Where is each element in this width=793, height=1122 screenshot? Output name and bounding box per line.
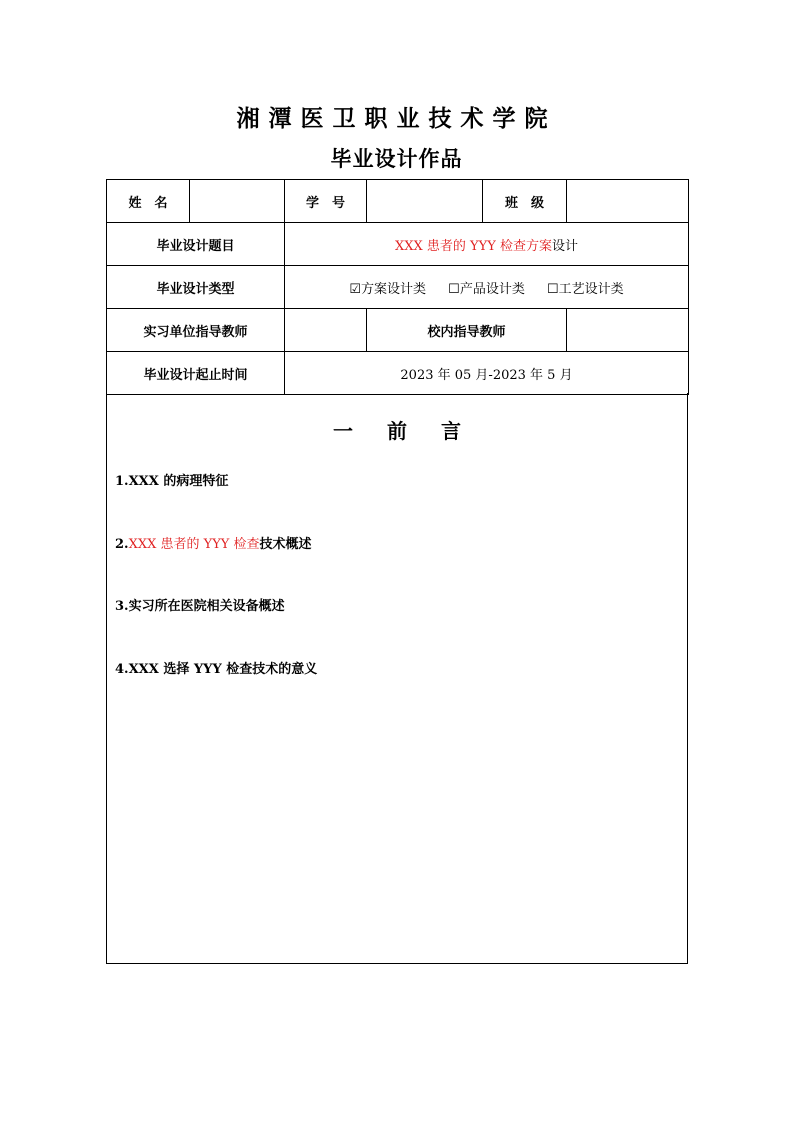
school-advisor-field[interactable] — [567, 309, 689, 352]
period-label: 毕业设计起止时间 — [107, 352, 285, 395]
topic-value-suffix: 设计 — [551, 238, 578, 254]
preface-title: 一 前 言 — [333, 419, 461, 443]
internship-advisor-label: 实习单位指导教师 — [107, 309, 285, 352]
topic-row — [107, 223, 689, 266]
checkbox-icon[interactable]: ☐ — [448, 281, 460, 297]
type-row — [107, 266, 689, 309]
type-option-process[interactable]: ☐工艺设计类 — [546, 281, 624, 297]
period-row — [107, 352, 689, 395]
student-id-field[interactable] — [367, 180, 483, 223]
topic-value-red: XXX 患者的 YYY 检查方案 — [395, 238, 552, 254]
name-field[interactable] — [190, 180, 285, 223]
type-options — [285, 266, 689, 309]
preface-section — [106, 393, 688, 964]
student-id-label: 学 号 — [285, 180, 367, 223]
class-label: 班 级 — [483, 180, 567, 223]
school-advisor-label: 校内指导教师 — [367, 309, 567, 352]
document-title: 毕业设计作品 — [330, 146, 463, 171]
college-title: 湘潭医卫职业技术学院 — [236, 105, 557, 132]
class-field[interactable] — [567, 180, 689, 223]
preface-item-1: 1.XXX 的病理特征 — [115, 474, 229, 489]
type-label: 毕业设计类型 — [107, 266, 285, 309]
topic-label: 毕业设计题目 — [107, 223, 285, 266]
checkbox-icon[interactable]: ☐ — [546, 281, 559, 297]
checked-checkbox-icon[interactable]: ☑ — [349, 281, 361, 297]
preface-item-4: 4.XXX 选择 YYY 检查技术的意义 — [115, 662, 318, 677]
info-table — [106, 179, 689, 395]
type-option-product[interactable]: ☐产品设计类 — [448, 281, 525, 297]
preface-item-3: 3.实习所在医院相关设备概述 — [115, 599, 285, 614]
topic-value[interactable] — [285, 223, 689, 266]
period-value[interactable]: 2023 年 05 月-2023 年 5 月 — [285, 352, 689, 395]
preface-item-2: 2.XXX 患者的 YYY 检查技术概述 — [115, 537, 312, 552]
name-label: 姓 名 — [107, 180, 190, 223]
internship-advisor-field[interactable] — [285, 309, 367, 352]
type-option-scheme[interactable]: ☑方案设计类 — [349, 281, 427, 297]
student-row — [107, 180, 689, 223]
advisor-row — [107, 309, 689, 352]
